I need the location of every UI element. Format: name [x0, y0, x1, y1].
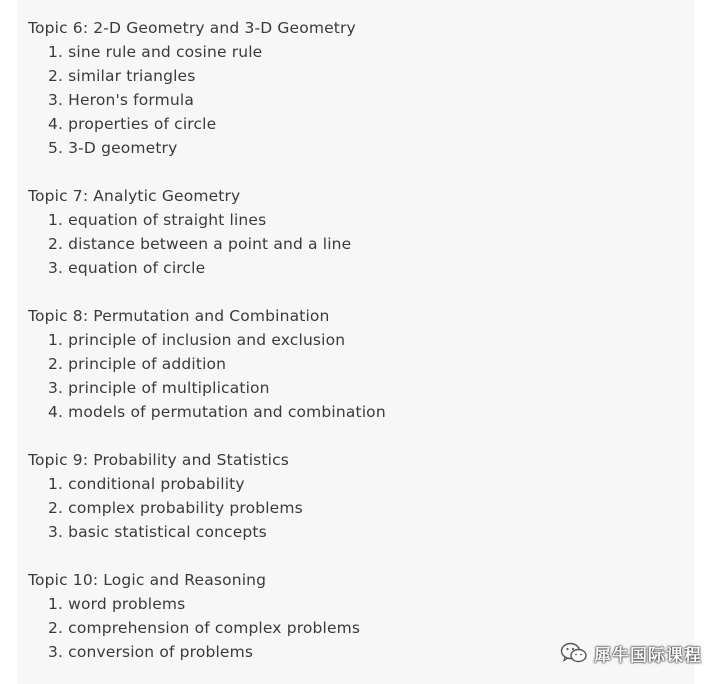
- wechat-icon: [560, 642, 588, 664]
- topic-title: Topic 7: Analytic Geometry: [28, 187, 241, 205]
- topic-8: [28, 304, 688, 424]
- topic-9: [28, 448, 688, 544]
- list-item: 3. principle of multiplication: [48, 379, 270, 397]
- list-item: 2. comprehension of complex problems: [48, 619, 361, 637]
- topic-title: Topic 8: Permutation and Combination: [28, 307, 330, 325]
- list-item: 3. equation of circle: [48, 259, 206, 277]
- list-item: 3. Heron's formula: [48, 91, 194, 109]
- list-item: 2. distance between a point and a line: [48, 235, 352, 253]
- list-item: 2. principle of addition: [48, 355, 227, 373]
- topic-list: [28, 16, 688, 684]
- topic-title: Topic 6: 2-D Geometry and 3-D Geometry: [28, 19, 356, 37]
- watermark: [560, 640, 702, 666]
- watermark-text: 犀牛国际课程: [594, 645, 702, 666]
- list-item: 4. properties of circle: [48, 115, 217, 133]
- topic-6: [28, 16, 688, 160]
- list-item: 1. equation of straight lines: [48, 211, 267, 229]
- list-item: 2. complex probability problems: [48, 499, 303, 517]
- list-item: 3. conversion of problems: [48, 643, 254, 661]
- topic-7: [28, 184, 688, 280]
- list-item: 1. principle of inclusion and exclusion: [48, 331, 346, 349]
- list-item: 1. word problems: [48, 595, 186, 613]
- list-item: 1. conditional probability: [48, 475, 245, 493]
- list-item: 3. basic statistical concepts: [48, 523, 267, 541]
- list-item: 4. models of permutation and combination: [48, 403, 386, 421]
- list-item: 5. 3-D geometry: [48, 139, 178, 157]
- list-item: 1. sine rule and cosine rule: [48, 43, 263, 61]
- list-item: 2. similar triangles: [48, 67, 196, 85]
- topic-title: Topic 10: Logic and Reasoning: [28, 571, 267, 589]
- topic-title: Topic 9: Probability and Statistics: [28, 451, 289, 469]
